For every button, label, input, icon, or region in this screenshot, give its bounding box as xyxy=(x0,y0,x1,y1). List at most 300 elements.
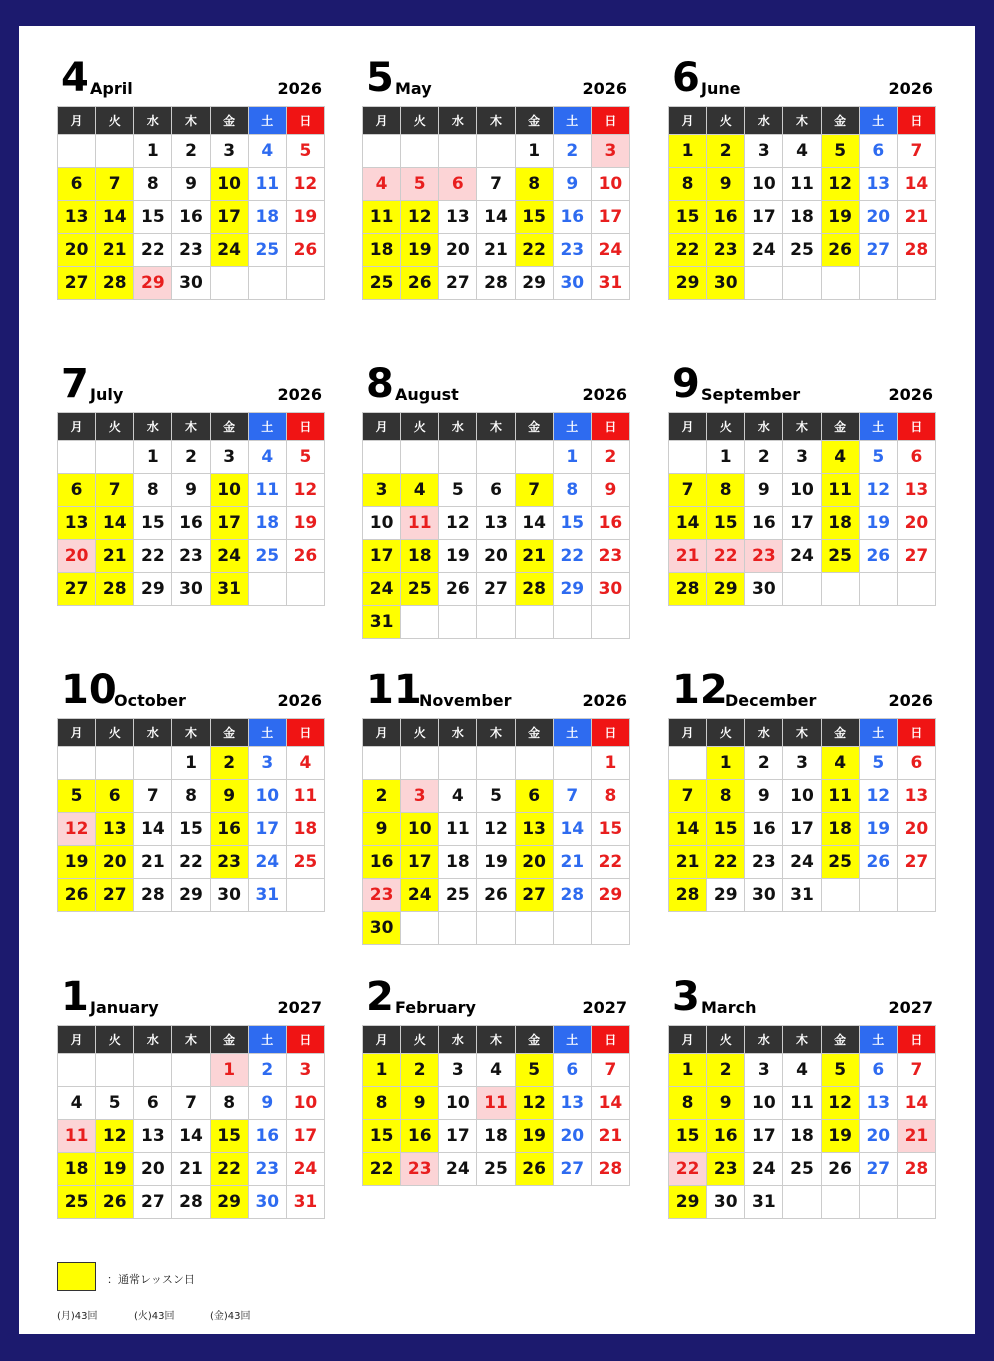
day-cell: 3 xyxy=(248,747,286,780)
day-cell: 18 xyxy=(821,507,859,540)
empty-cell xyxy=(553,747,591,780)
day-cell: 19 xyxy=(859,813,897,846)
day-cell: 4 xyxy=(286,747,324,780)
month-table xyxy=(57,1025,325,1219)
day-cell: 25 xyxy=(783,1153,821,1186)
day-cell: 9 xyxy=(745,780,783,813)
day-cell: 13 xyxy=(96,813,134,846)
week-row xyxy=(58,201,325,234)
day-cell: 5 xyxy=(821,1054,859,1087)
day-cell: 17 xyxy=(401,846,439,879)
weekday-header: 土 xyxy=(859,719,897,747)
day-cell: 4 xyxy=(821,747,859,780)
day-cell: 17 xyxy=(783,507,821,540)
day-cell: 23 xyxy=(363,879,401,912)
weekday-header: 木 xyxy=(172,719,210,747)
week-row xyxy=(669,1087,936,1120)
day-cell: 6 xyxy=(439,168,477,201)
month-header xyxy=(362,973,630,1025)
empty-cell xyxy=(783,573,821,606)
week-row xyxy=(669,474,936,507)
weekday-header-row xyxy=(669,1026,936,1054)
weekday-header: 月 xyxy=(669,1026,707,1054)
week-row xyxy=(363,201,630,234)
week-row xyxy=(58,1153,325,1186)
month-year: 2027 xyxy=(888,998,933,1017)
week-row xyxy=(363,1087,630,1120)
day-cell: 24 xyxy=(210,540,248,573)
month-calendar-october xyxy=(57,666,325,912)
day-cell: 12 xyxy=(286,474,324,507)
weekday-header: 金 xyxy=(515,107,553,135)
month-table xyxy=(668,718,936,912)
month-header xyxy=(57,360,325,412)
day-cell: 23 xyxy=(248,1153,286,1186)
count-monday: (月)43回 xyxy=(57,1311,98,1322)
day-cell: 29 xyxy=(553,573,591,606)
day-cell: 8 xyxy=(669,1087,707,1120)
week-row xyxy=(363,1120,630,1153)
weekday-header: 日 xyxy=(897,107,935,135)
weekday-header: 木 xyxy=(477,719,515,747)
week-row xyxy=(669,1054,936,1087)
day-cell: 7 xyxy=(515,474,553,507)
day-cell: 2 xyxy=(172,135,210,168)
day-cell: 18 xyxy=(783,1120,821,1153)
day-cell: 26 xyxy=(96,1186,134,1219)
weekday-header: 土 xyxy=(859,1026,897,1054)
day-cell: 22 xyxy=(553,540,591,573)
empty-cell xyxy=(96,1054,134,1087)
week-row xyxy=(669,507,936,540)
empty-cell xyxy=(553,606,591,639)
weekday-header-row xyxy=(363,1026,630,1054)
day-cell: 9 xyxy=(172,168,210,201)
day-cell: 1 xyxy=(707,747,745,780)
calendar-page xyxy=(19,26,975,1334)
weekday-header: 水 xyxy=(745,1026,783,1054)
empty-cell xyxy=(897,267,935,300)
day-cell: 15 xyxy=(707,813,745,846)
day-cell: 30 xyxy=(591,573,629,606)
weekday-header-row xyxy=(363,107,630,135)
month-number: 1 xyxy=(61,974,89,1020)
day-cell: 23 xyxy=(401,1153,439,1186)
month-name: February xyxy=(395,998,476,1017)
weekday-header: 月 xyxy=(58,413,96,441)
day-cell: 30 xyxy=(363,912,401,945)
empty-cell xyxy=(439,912,477,945)
empty-cell xyxy=(134,747,172,780)
day-cell: 6 xyxy=(553,1054,591,1087)
day-cell: 11 xyxy=(286,780,324,813)
day-cell: 29 xyxy=(515,267,553,300)
day-cell: 25 xyxy=(821,846,859,879)
day-cell: 19 xyxy=(859,507,897,540)
day-cell: 4 xyxy=(248,135,286,168)
day-cell: 30 xyxy=(707,267,745,300)
day-cell: 6 xyxy=(134,1087,172,1120)
day-cell: 11 xyxy=(401,507,439,540)
day-cell: 21 xyxy=(515,540,553,573)
week-row xyxy=(669,879,936,912)
day-cell: 5 xyxy=(859,747,897,780)
day-cell: 11 xyxy=(363,201,401,234)
day-cell: 28 xyxy=(669,879,707,912)
day-cell: 13 xyxy=(897,780,935,813)
day-cell: 24 xyxy=(591,234,629,267)
day-cell: 24 xyxy=(401,879,439,912)
day-cell: 9 xyxy=(553,168,591,201)
empty-cell xyxy=(859,1186,897,1219)
day-cell: 5 xyxy=(439,474,477,507)
day-cell: 23 xyxy=(707,1153,745,1186)
day-cell: 20 xyxy=(553,1120,591,1153)
day-cell: 15 xyxy=(669,201,707,234)
day-cell: 24 xyxy=(210,234,248,267)
week-row xyxy=(363,879,630,912)
month-header xyxy=(362,360,630,412)
month-year: 2026 xyxy=(888,691,933,710)
empty-cell xyxy=(248,573,286,606)
day-cell: 21 xyxy=(172,1153,210,1186)
week-row xyxy=(363,912,630,945)
day-cell: 8 xyxy=(134,168,172,201)
weekday-header: 日 xyxy=(286,413,324,441)
weekday-header-row xyxy=(58,719,325,747)
day-cell: 21 xyxy=(897,201,935,234)
week-row xyxy=(669,168,936,201)
day-cell: 15 xyxy=(172,813,210,846)
empty-cell xyxy=(58,441,96,474)
day-cell: 29 xyxy=(669,1186,707,1219)
day-cell: 27 xyxy=(134,1186,172,1219)
month-number: 2 xyxy=(366,974,394,1020)
month-calendar-december xyxy=(668,666,936,912)
day-cell: 21 xyxy=(669,846,707,879)
day-cell: 27 xyxy=(96,879,134,912)
weekday-header: 火 xyxy=(707,107,745,135)
weekday-header: 金 xyxy=(821,719,859,747)
empty-cell xyxy=(783,1186,821,1219)
day-cell: 8 xyxy=(515,168,553,201)
weekday-header: 火 xyxy=(401,1026,439,1054)
empty-cell xyxy=(897,1186,935,1219)
day-cell: 10 xyxy=(210,474,248,507)
day-cell: 14 xyxy=(553,813,591,846)
day-cell: 8 xyxy=(363,1087,401,1120)
month-table xyxy=(57,718,325,912)
week-row xyxy=(669,1153,936,1186)
empty-cell xyxy=(515,441,553,474)
day-cell: 23 xyxy=(172,540,210,573)
weekday-header-row xyxy=(58,1026,325,1054)
day-cell: 1 xyxy=(210,1054,248,1087)
weekday-header: 土 xyxy=(859,413,897,441)
week-row xyxy=(669,573,936,606)
day-cell: 24 xyxy=(783,846,821,879)
empty-cell xyxy=(363,135,401,168)
weekday-header: 土 xyxy=(248,1026,286,1054)
day-cell: 24 xyxy=(439,1153,477,1186)
day-cell: 4 xyxy=(477,1054,515,1087)
day-cell: 8 xyxy=(172,780,210,813)
day-cell: 18 xyxy=(401,540,439,573)
day-cell: 8 xyxy=(553,474,591,507)
day-cell: 4 xyxy=(401,474,439,507)
day-cell: 8 xyxy=(591,780,629,813)
day-cell: 1 xyxy=(553,441,591,474)
day-cell: 19 xyxy=(96,1153,134,1186)
day-cell: 25 xyxy=(477,1153,515,1186)
weekday-header: 火 xyxy=(96,1026,134,1054)
empty-cell xyxy=(821,879,859,912)
week-row xyxy=(58,168,325,201)
day-cell: 11 xyxy=(783,1087,821,1120)
day-cell: 7 xyxy=(134,780,172,813)
day-cell: 27 xyxy=(859,1153,897,1186)
week-row xyxy=(58,234,325,267)
day-cell: 26 xyxy=(286,540,324,573)
day-cell: 9 xyxy=(745,474,783,507)
weekday-header: 金 xyxy=(821,107,859,135)
day-cell: 11 xyxy=(821,474,859,507)
day-cell: 14 xyxy=(515,507,553,540)
month-calendar-january xyxy=(57,973,325,1219)
empty-cell xyxy=(591,912,629,945)
day-cell: 18 xyxy=(821,813,859,846)
empty-cell xyxy=(477,135,515,168)
weekday-header: 水 xyxy=(134,107,172,135)
weekday-header: 月 xyxy=(669,107,707,135)
weekday-header: 月 xyxy=(363,107,401,135)
week-row xyxy=(669,747,936,780)
day-cell: 18 xyxy=(248,507,286,540)
day-cell: 18 xyxy=(248,201,286,234)
day-cell: 12 xyxy=(439,507,477,540)
month-number: 6 xyxy=(672,55,700,101)
day-cell: 27 xyxy=(58,573,96,606)
empty-cell xyxy=(859,573,897,606)
day-cell: 1 xyxy=(669,135,707,168)
day-cell: 18 xyxy=(58,1153,96,1186)
empty-cell xyxy=(477,441,515,474)
week-row xyxy=(669,135,936,168)
day-cell: 13 xyxy=(58,507,96,540)
month-header xyxy=(668,54,936,106)
day-cell: 20 xyxy=(515,846,553,879)
month-number: 11 xyxy=(366,667,422,713)
weekday-header: 木 xyxy=(477,107,515,135)
empty-cell xyxy=(821,573,859,606)
weekday-header: 月 xyxy=(58,719,96,747)
week-row xyxy=(363,474,630,507)
day-cell: 30 xyxy=(707,1186,745,1219)
day-cell: 25 xyxy=(248,540,286,573)
month-table xyxy=(57,412,325,606)
week-row xyxy=(363,813,630,846)
month-header xyxy=(57,666,325,718)
day-cell: 5 xyxy=(515,1054,553,1087)
day-cell: 29 xyxy=(669,267,707,300)
empty-cell xyxy=(96,441,134,474)
day-cell: 22 xyxy=(707,846,745,879)
day-cell: 7 xyxy=(477,168,515,201)
day-cell: 3 xyxy=(783,747,821,780)
day-cell: 6 xyxy=(897,747,935,780)
week-row xyxy=(669,813,936,846)
day-cell: 29 xyxy=(172,879,210,912)
weekday-header: 水 xyxy=(745,719,783,747)
month-header xyxy=(57,54,325,106)
empty-cell xyxy=(859,267,897,300)
day-cell: 7 xyxy=(669,780,707,813)
count-friday: (金)43回 xyxy=(210,1311,251,1322)
day-cell: 18 xyxy=(439,846,477,879)
weekday-header: 土 xyxy=(553,107,591,135)
day-cell: 28 xyxy=(96,267,134,300)
day-cell: 28 xyxy=(897,1153,935,1186)
legend-lesson-day-label: ：通常レッスン日 xyxy=(107,1273,195,1286)
weekday-header: 月 xyxy=(58,107,96,135)
month-calendar-september xyxy=(668,360,936,606)
day-cell: 24 xyxy=(286,1153,324,1186)
day-cell: 22 xyxy=(363,1153,401,1186)
weekday-header: 金 xyxy=(515,719,553,747)
month-number: 10 xyxy=(61,667,117,713)
month-header xyxy=(362,54,630,106)
weekday-header: 土 xyxy=(553,1026,591,1054)
day-cell: 28 xyxy=(553,879,591,912)
month-number: 9 xyxy=(672,361,700,407)
day-cell: 8 xyxy=(669,168,707,201)
day-cell: 17 xyxy=(286,1120,324,1153)
weekday-header: 木 xyxy=(783,107,821,135)
day-cell: 9 xyxy=(210,780,248,813)
day-cell: 17 xyxy=(248,813,286,846)
week-row xyxy=(363,846,630,879)
month-header xyxy=(362,666,630,718)
weekday-header: 水 xyxy=(134,1026,172,1054)
day-cell: 1 xyxy=(172,747,210,780)
day-cell: 26 xyxy=(286,234,324,267)
month-year: 2027 xyxy=(582,998,627,1017)
weekday-header: 日 xyxy=(897,1026,935,1054)
day-cell: 7 xyxy=(897,1054,935,1087)
week-row xyxy=(669,1120,936,1153)
day-cell: 2 xyxy=(401,1054,439,1087)
empty-cell xyxy=(783,267,821,300)
day-cell: 20 xyxy=(477,540,515,573)
day-cell: 21 xyxy=(477,234,515,267)
day-cell: 11 xyxy=(248,168,286,201)
day-cell: 25 xyxy=(248,234,286,267)
day-cell: 3 xyxy=(401,780,439,813)
day-cell: 1 xyxy=(134,135,172,168)
day-cell: 12 xyxy=(859,474,897,507)
weekday-header: 金 xyxy=(210,1026,248,1054)
day-cell: 11 xyxy=(477,1087,515,1120)
day-cell: 22 xyxy=(515,234,553,267)
day-cell: 12 xyxy=(58,813,96,846)
day-cell: 15 xyxy=(591,813,629,846)
day-cell: 22 xyxy=(134,540,172,573)
day-cell: 26 xyxy=(821,234,859,267)
weekday-header-row xyxy=(58,413,325,441)
weekday-header: 水 xyxy=(745,413,783,441)
day-cell: 7 xyxy=(96,168,134,201)
day-cell: 17 xyxy=(210,507,248,540)
day-cell: 26 xyxy=(401,267,439,300)
weekday-header: 金 xyxy=(821,413,859,441)
empty-cell xyxy=(286,879,324,912)
weekday-header: 火 xyxy=(401,107,439,135)
day-cell: 21 xyxy=(669,540,707,573)
day-cell: 28 xyxy=(669,573,707,606)
day-cell: 8 xyxy=(210,1087,248,1120)
week-row xyxy=(363,1153,630,1186)
empty-cell xyxy=(248,267,286,300)
day-cell: 14 xyxy=(591,1087,629,1120)
day-cell: 20 xyxy=(897,813,935,846)
day-cell: 14 xyxy=(172,1120,210,1153)
weekday-header: 水 xyxy=(439,413,477,441)
day-cell: 28 xyxy=(515,573,553,606)
weekday-header: 日 xyxy=(286,719,324,747)
weekday-header: 土 xyxy=(553,413,591,441)
week-row xyxy=(58,474,325,507)
week-row xyxy=(669,201,936,234)
day-cell: 13 xyxy=(553,1087,591,1120)
weekday-header: 土 xyxy=(248,107,286,135)
weekday-header: 水 xyxy=(134,719,172,747)
day-cell: 21 xyxy=(591,1120,629,1153)
month-table xyxy=(362,106,630,300)
day-cell: 10 xyxy=(439,1087,477,1120)
day-cell: 23 xyxy=(707,234,745,267)
empty-cell xyxy=(669,747,707,780)
day-cell: 28 xyxy=(897,234,935,267)
day-cell: 31 xyxy=(783,879,821,912)
empty-cell xyxy=(401,912,439,945)
day-cell: 26 xyxy=(477,879,515,912)
day-cell: 23 xyxy=(591,540,629,573)
day-cell: 12 xyxy=(821,1087,859,1120)
day-cell: 7 xyxy=(96,474,134,507)
week-row xyxy=(58,1120,325,1153)
day-cell: 13 xyxy=(477,507,515,540)
weekday-header: 月 xyxy=(58,1026,96,1054)
day-cell: 8 xyxy=(707,780,745,813)
week-row xyxy=(363,606,630,639)
day-cell: 17 xyxy=(363,540,401,573)
day-cell: 18 xyxy=(783,201,821,234)
empty-cell xyxy=(363,747,401,780)
day-cell: 17 xyxy=(745,1120,783,1153)
day-cell: 2 xyxy=(591,441,629,474)
month-number: 8 xyxy=(366,361,394,407)
month-number: 5 xyxy=(366,55,394,101)
day-cell: 13 xyxy=(859,1087,897,1120)
day-cell: 10 xyxy=(401,813,439,846)
week-row xyxy=(669,846,936,879)
weekday-header: 月 xyxy=(669,413,707,441)
empty-cell xyxy=(859,879,897,912)
empty-cell xyxy=(58,135,96,168)
day-cell: 2 xyxy=(707,135,745,168)
weekday-header: 日 xyxy=(591,719,629,747)
day-cell: 5 xyxy=(401,168,439,201)
